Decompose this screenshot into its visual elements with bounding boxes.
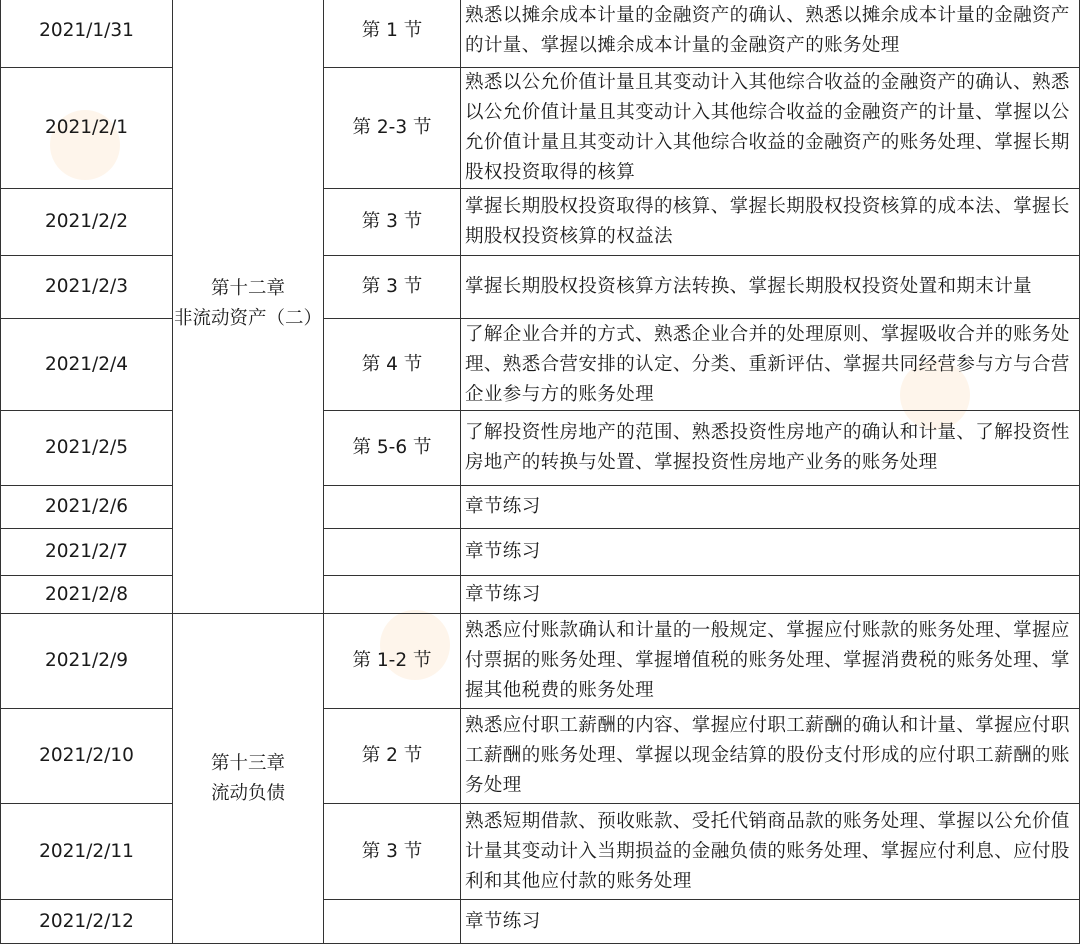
description-cell: 章节练习	[461, 529, 1080, 576]
section-cell: 第 1 节	[324, 0, 461, 68]
chapter-cell	[173, 0, 324, 614]
description-cell: 章节练习	[461, 486, 1080, 529]
description-cell: 了解投资性房地产的范围、熟悉投资性房地产的确认和计量、了解投资性房地产的转换与处置、掌握投资性房地产业务的账务处理	[461, 411, 1080, 486]
date-cell: 2021/2/8	[1, 576, 173, 614]
description-cell: 章节练习	[461, 900, 1080, 944]
date-cell: 2021/2/10	[1, 709, 173, 804]
chapter-title: 流动负债	[210, 782, 285, 804]
date-cell: 2021/2/3	[1, 256, 173, 319]
section-cell: 第 3 节	[324, 804, 461, 900]
section-cell: 第 3 节	[324, 189, 461, 256]
table-row	[1, 189, 1080, 256]
date-cell: 2021/2/4	[1, 319, 173, 411]
section-cell: 第 3 节	[324, 256, 461, 319]
section-cell	[324, 529, 461, 576]
description-cell: 掌握长期股权投资取得的核算、掌握长期股权投资核算的成本法、掌握长期股权投资核算的权益法	[461, 189, 1080, 256]
section-cell: 第 2-3 节	[324, 68, 461, 189]
description-cell: 熟悉应付账款确认和计量的一般规定、掌握应付账款的账务处理、掌握应付票据的账务处理、掌握增值税的账务处理、掌握消费税的账务处理、掌握其他税费的账务处理	[461, 614, 1080, 709]
table-row	[1, 576, 1080, 614]
table-row	[1, 411, 1080, 486]
chapter-number: 第十二章	[210, 277, 285, 299]
table-row	[1, 0, 1080, 68]
description-cell: 了解企业合并的方式、熟悉企业合并的处理原则、掌握吸收合并的账务处理、熟悉合营安排的认定、分类、重新评估、掌握共同经营参与方与合营企业参与方的账务处理	[461, 319, 1080, 411]
description-cell: 熟悉短期借款、预收账款、受托代销商品款的账务处理、掌握以公允价值计量其变动计入当期损益的金融负债的账务处理、掌握应付利息、应付股利和其他应付款的账务处理	[461, 804, 1080, 900]
section-cell: 第 2 节	[324, 709, 461, 804]
section-cell: 第 1-2 节	[324, 614, 461, 709]
section-cell	[324, 900, 461, 944]
section-cell: 第 4 节	[324, 319, 461, 411]
date-cell: 2021/2/7	[1, 529, 173, 576]
date-cell: 2021/1/31	[1, 0, 173, 68]
table-row	[1, 804, 1080, 900]
table-row	[1, 319, 1080, 411]
table-row	[1, 256, 1080, 319]
date-cell: 2021/2/11	[1, 804, 173, 900]
description-cell: 掌握长期股权投资核算方法转换、掌握长期股权投资处置和期末计量	[461, 256, 1080, 319]
table-row	[1, 614, 1080, 709]
description-cell: 熟悉应付职工薪酬的内容、掌握应付职工薪酬的确认和计量、掌握应付职工薪酬的账务处理、掌握以现金结算的股份支付形成的应付职工薪酬的账务处理	[461, 709, 1080, 804]
table-row	[1, 529, 1080, 576]
date-cell: 2021/2/9	[1, 614, 173, 709]
section-cell: 第 5-6 节	[324, 411, 461, 486]
section-cell	[324, 576, 461, 614]
description-cell: 熟悉以公允价值计量且其变动计入其他综合收益的金融资产的确认、熟悉以公允价值计量且其变动计入其他综合收益的金融资产的计量、掌握以公允价值计量且其变动计入其他综合收益的金融资产的账务处理、掌握长期股权投资取得的核算	[461, 68, 1080, 189]
section-cell	[324, 486, 461, 529]
chapter-title: 非流动资产（二）	[173, 307, 322, 329]
table-row	[1, 486, 1080, 529]
description-cell: 章节练习	[461, 576, 1080, 614]
date-cell: 2021/2/6	[1, 486, 173, 529]
chapter-cell	[173, 614, 324, 944]
chapter-number: 第十三章	[210, 752, 285, 774]
date-cell: 2021/2/12	[1, 900, 173, 944]
description-cell: 熟悉以摊余成本计量的金融资产的确认、熟悉以摊余成本计量的金融资产的计量、掌握以摊余成本计量的金融资产的账务处理	[461, 0, 1080, 68]
table-row	[1, 900, 1080, 944]
date-cell: 2021/2/1	[1, 68, 173, 189]
table-row	[1, 68, 1080, 189]
date-cell: 2021/2/2	[1, 189, 173, 256]
table-row	[1, 709, 1080, 804]
date-cell: 2021/2/5	[1, 411, 173, 486]
